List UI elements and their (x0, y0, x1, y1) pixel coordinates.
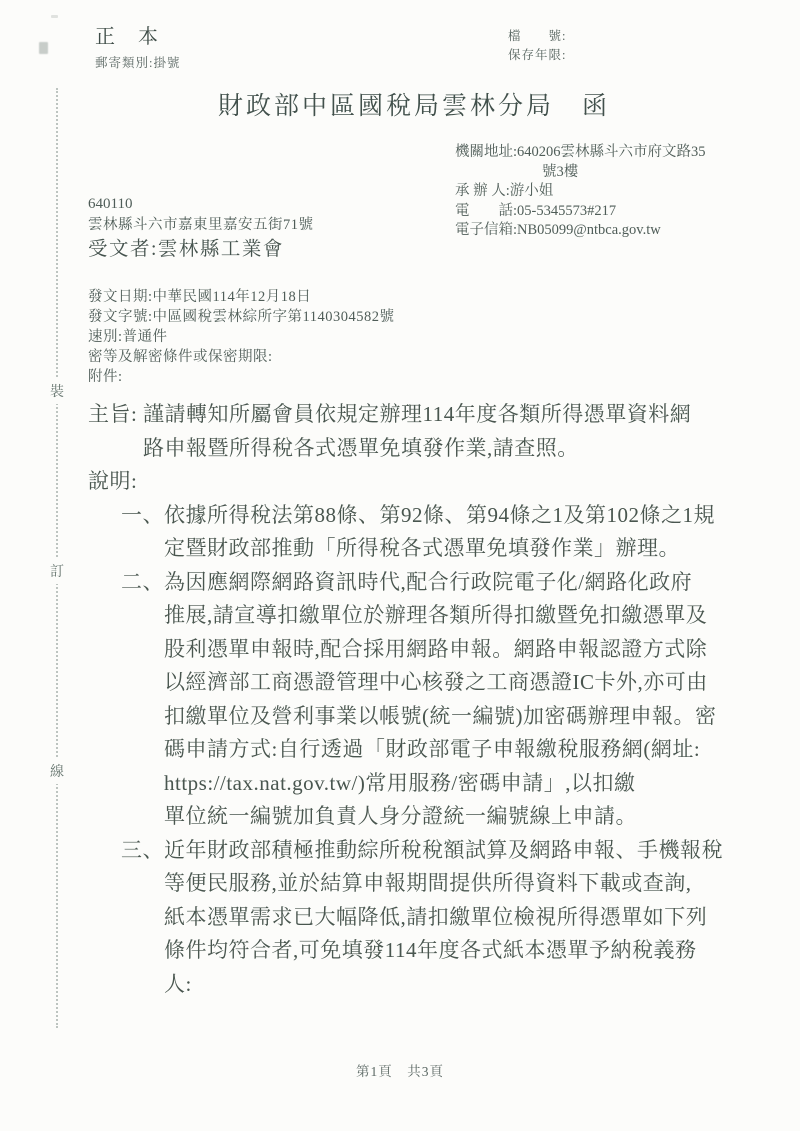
text-line: 發文日期:中華民國114年12月18日 (88, 289, 312, 305)
item-text (164, 834, 748, 1002)
text-line: 電 話:05-5345573#217 (455, 202, 617, 219)
explanation-item-2 (88, 566, 748, 834)
text-line: 機關地址:640206雲林縣斗六市府文路35 (455, 144, 706, 160)
subject-label: 主旨: (88, 402, 138, 426)
text-line: 速別:普通件 (88, 329, 168, 345)
text-line: 電子信箱:NB05099@ntbca.gov.tw (455, 222, 661, 238)
file-number-block (508, 27, 566, 65)
text-line: 附件: (88, 369, 123, 385)
file-number-label: 檔 號: (508, 29, 567, 43)
binding-mark-ding: 訂 (45, 558, 69, 584)
explanation-item-3 (88, 834, 748, 1002)
text-line: 號3樓 (455, 163, 579, 180)
document-body (88, 398, 748, 1001)
text-line: 推展,請宣導扣繳單位於辦理各類所得扣繳暨免扣繳憑單及 (164, 603, 708, 627)
mail-type-label: 郵寄類別:掛號 (95, 56, 181, 70)
binding-mark-zhuang: 裝 (45, 378, 69, 404)
fold-mark (51, 15, 58, 18)
page-number: 第1頁 共3頁 (356, 1064, 444, 1079)
text-line: 路申報暨所得稅各式憑單免填發作業,請查照。 (143, 435, 579, 460)
subject-row (88, 398, 748, 465)
explanation-label: 說明: (88, 469, 138, 493)
text-line: 近年財政部積極推動綜所稅稅額試算及網路申報、手機報稅 (164, 837, 723, 862)
subject-text (143, 398, 691, 465)
text-line: 紙本憑單需求已大幅降低,請扣繳單位檢視所得憑單如下列 (164, 904, 708, 929)
text-line: 股利憑單申報時,配合採用網路申報。網路申報認證方式除 (164, 636, 708, 661)
copy-type-label: 正 本 (95, 26, 167, 48)
binding-mark-xian: 線 (45, 758, 69, 784)
recipient-address: 雲林縣斗六市嘉東里嘉安五街71號 (88, 217, 314, 233)
item-number: 二、 (121, 569, 164, 594)
item-number: 三、 (121, 837, 164, 862)
text-line: 碼申請方式:自行透過「財政部電子申報繳稅服務網(網址: (164, 737, 701, 761)
document-title: 財政部中區國稅局雲林分局 函 (218, 93, 611, 120)
item-text (164, 499, 748, 566)
recipient-name: 受文者:雲林縣工業會 (88, 239, 284, 260)
text-line: 為因應網際網路資訊時代,配合行政院電子化/網路化政府 (164, 569, 693, 594)
text-line: 謹請轉知所屬會員依規定辦理114年度各類所得憑單資料網 (143, 402, 692, 426)
text-line: 依據所得稅法第88條、第92條、第94條之1及第102條之1規 (164, 502, 715, 527)
text-line: https://tax.nat.gov.tw/)常用服務/密碼申請」,以扣繳 (164, 770, 636, 795)
text-line: 定暨財政部推動「所得稅各式憑單免填發作業」辦理。 (164, 536, 680, 560)
text-line: 單位統一編號加負責人身分證統一編號線上申請。 (164, 804, 637, 828)
document-meta-block (88, 287, 395, 387)
text-line: 等便民服務,並於結算申報期間提供所得資料下載或查詢, (164, 871, 692, 895)
text-line: 以經濟部工商憑證管理中心核發之工商憑證IC卡外,亦可由 (164, 670, 708, 694)
text-line: 條件均符合者,可免填發114年度各式紙本憑單予納稅義務 (164, 938, 697, 962)
text-line: 發文字號:中區國稅雲林綜所字第1140304582號 (88, 309, 395, 325)
explanation-item-1 (88, 499, 748, 566)
item-number: 一、 (121, 502, 164, 527)
text-line: 扣繳單位及營利事業以帳號(統一編號)加密碼辦理申報。密 (164, 703, 717, 728)
recipient-zipcode: 640110 (88, 196, 133, 212)
text-line: 密等及解密條件或保密期限: (88, 349, 273, 365)
item-text (164, 566, 748, 834)
fold-mark (39, 42, 48, 54)
text-line: 承 辦 人:游小姐 (455, 183, 554, 199)
text-line: 人: (164, 971, 192, 996)
retention-period-label: 保存年限: (508, 48, 567, 62)
agency-contact-block (455, 143, 706, 241)
